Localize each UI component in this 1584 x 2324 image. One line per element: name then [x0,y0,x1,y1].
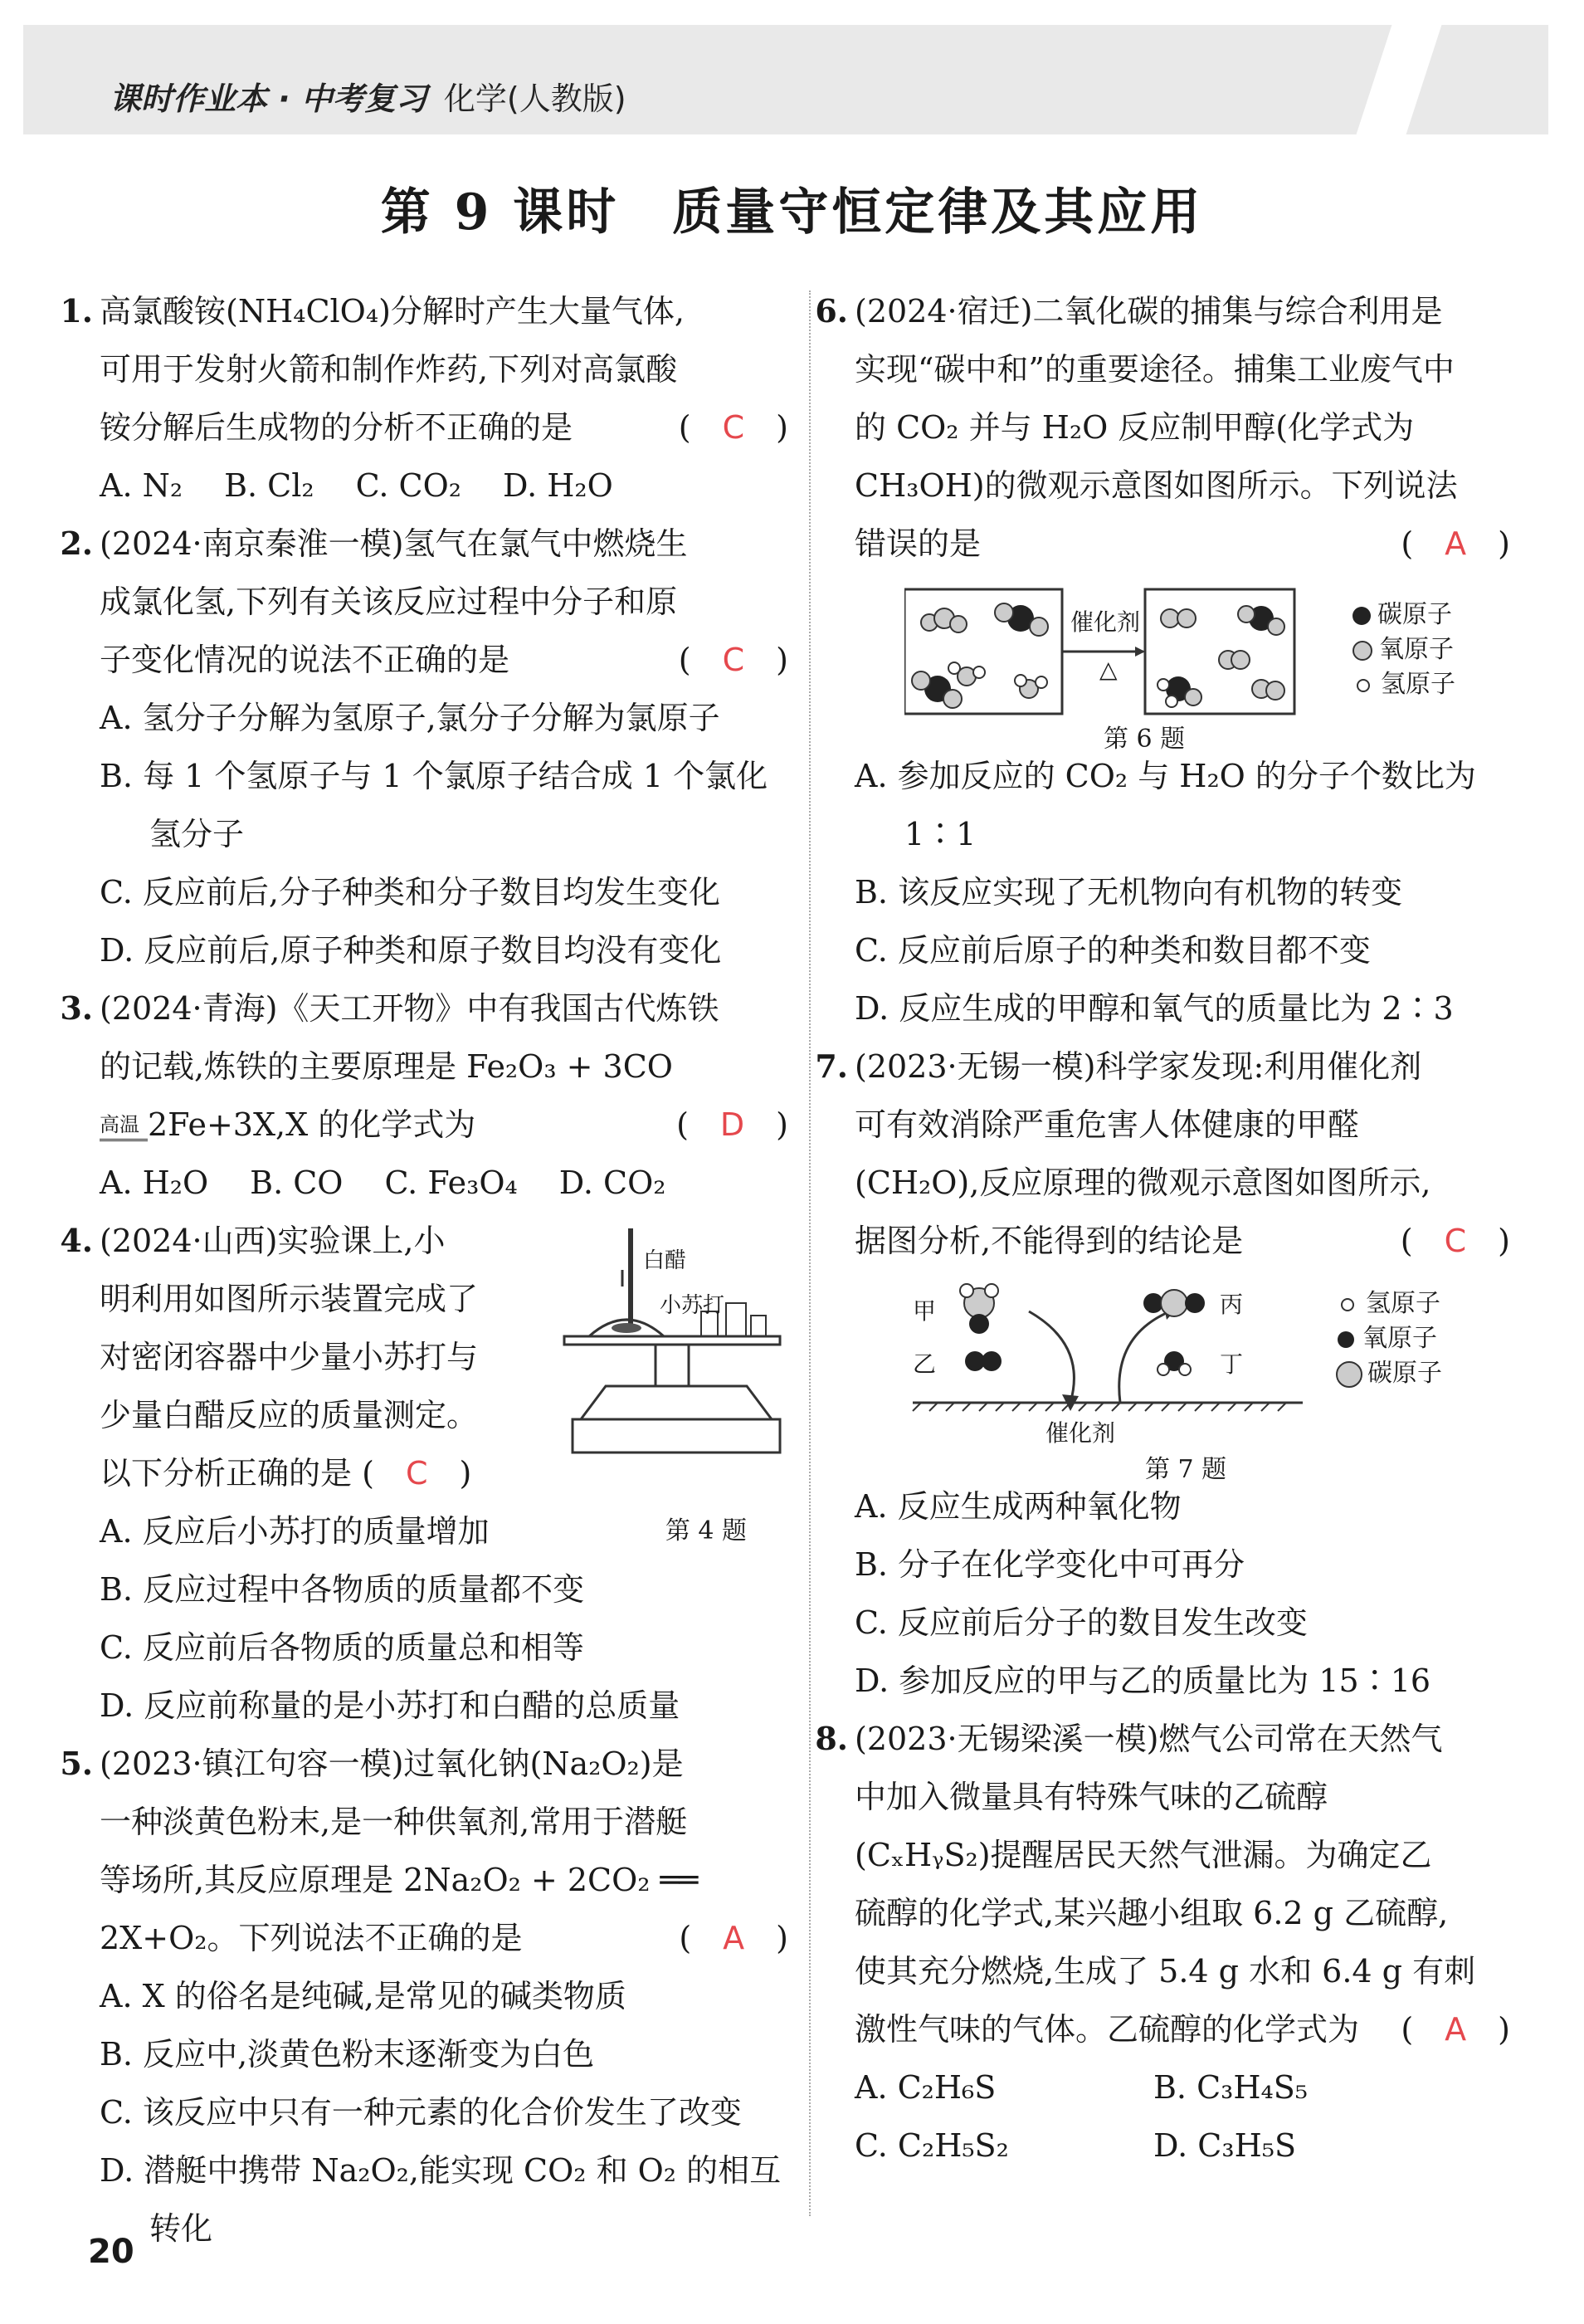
q5-number: 5. [60,1745,93,1782]
q7-text-1: (2023·无锡一模)科学家发现:利用催化剂 [855,1048,1422,1085]
q8-options-row-2 [855,2116,1510,2175]
q5-option-c: C. 该反应中只有一种元素的化合价发生了改变 [100,2094,742,2131]
question-4 [60,1212,788,1502]
label-jia: 甲 [913,1297,937,1325]
q6-legend-oxygen [1352,632,1455,667]
q4-text-1: (2024·山西)实验课上,小 [100,1223,446,1259]
q5-option-a: A. X 的俗名是纯碱,是常见的碱类物质 [100,1978,626,2014]
page-number: 20 [88,2233,134,2271]
q3-answer: D [719,1106,745,1143]
q7-legend-hydrogen [1336,1286,1442,1321]
label-vinegar: 白醋 [643,1248,687,1273]
label-yi: 乙 [913,1350,937,1378]
q8-text-1: (2023·无锡梁溪一模)燃气公司常在天然气 [855,1721,1443,1757]
q7-legend-oxygen [1336,1321,1442,1356]
q4-number: 4. [60,1222,93,1259]
q7-line-2: 可有效消除严重危害人体健康的甲醛 [855,1106,1360,1143]
q8-option-c: C. C₂H₅S₂ [855,2127,1009,2164]
q6-line-3: 的 CO₂ 并与 H₂O 反应制甲醇(化学式为 [855,409,1415,446]
q1-number: 1. [60,292,93,330]
q7-legend-oxygen-label: 氧原子 [1362,1324,1437,1353]
q6-option-b: B. 该反应实现了无机物向有机物的转变 [855,874,1403,911]
q1-option-c: C. CO₂ [355,467,461,504]
q1-option-a: A. N₂ [100,467,183,504]
q7-line-3: (CH₂O),反应原理的微观示意图如图所示, [855,1164,1431,1201]
q7-line-1 [815,1038,1510,1096]
oxygen-atom-icon [1352,641,1372,661]
q7-legend [1336,1286,1442,1391]
q6-catalyst-label: 催化剂 [1070,608,1141,636]
q8-options-row-1 [855,2058,1510,2116]
book-title: 课时作业本 · 中考复习 [110,81,427,117]
q1-options [100,456,788,515]
q4-line-2: 明利用如图所示装置完成了 [100,1281,479,1317]
q5-line-1 [60,1735,788,1793]
carbon-atom-icon [1352,607,1371,625]
q5-line-4 [100,1909,788,1967]
q8-line-4: 硫醇的化学式,某兴趣小组取 6.2 g 乙硫醇, [855,1895,1449,1931]
q2-number: 2. [60,525,93,562]
q3-text-3: 2Fe+3X,X 的化学式为 [148,1106,476,1143]
q1-text-1: 高氯酸铵(NH₄ClO₄)分解时产生大量气体, [100,293,685,330]
q4-option-b: B. 反应过程中各物质的质量都不变 [100,1571,585,1608]
q7-option-b: B. 分子在化学变化中可再分 [855,1546,1245,1583]
q7-option-a: A. 反应生成两种氧化物 [855,1488,1182,1525]
q8-answer-box: ( A ) [1401,2011,1510,2048]
q3-option-d: D. CO₂ [558,1164,666,1201]
q6-answer: A [1445,525,1467,562]
right-column [815,282,1510,2175]
q2-line-1 [60,515,788,573]
q7-figure [855,1270,1510,1484]
q3-line-1 [60,979,788,1038]
q5-option-b: B. 反应中,淡黄色粉末逐渐变为白色 [100,2036,595,2073]
q7-text-4: 据图分析,不能得到的结论是 [855,1223,1244,1259]
q7-legend-carbon [1336,1356,1442,1391]
header-text [110,73,626,119]
left-column [60,282,788,2258]
q8-line-1 [815,1710,1510,1768]
q1-line-1 [60,282,788,340]
q4-line-1 [60,1212,514,1270]
q3-line-3 [100,1096,788,1154]
q2-answer-box: ( C ) [678,642,788,678]
lesson-title: 第 9 课时 质量守恒定律及其应用 [380,183,1204,242]
q6-line-4: CH₃OH)的微观示意图如图所示。下列说法 [855,467,1458,504]
question-2 [60,515,788,979]
q4-line-3: 对密闭容器中少量小苏打与 [100,1339,479,1375]
q5-answer: A [723,1920,745,1956]
q7-legend-hydrogen-label: 氢原子 [1366,1289,1440,1318]
q7-legend-carbon-label: 碳原子 [1367,1359,1442,1388]
q3-arrow [100,1114,148,1141]
q5-text-1: (2023·镇江句容一模)过氧化钠(Na₂O₂)是 [100,1745,684,1782]
hydrogen-atom-icon [1341,1298,1354,1311]
q6-line-5 [855,515,1510,573]
q2-text-1: (2024·南京秦淮一模)氢气在氯气中燃烧生 [100,525,688,562]
question-6 [815,282,1510,1038]
page-header [23,25,1548,134]
q6-text-1: (2024·宿迁)二氧化碳的捕集与综合利用是 [855,293,1443,330]
q6-number: 6. [815,292,848,330]
q1-option-b: B. Cl₂ [224,467,314,504]
q6-legend-carbon [1352,598,1455,632]
q4-line-4: 少量白醋反应的质量测定。 [100,1397,479,1433]
q7-answer: C [1444,1223,1467,1259]
q4-option-a: A. 反应后小苏打的质量增加 [100,1513,490,1550]
q6-option-a: A. 参加反应的 CO₂ 与 H₂O 的分子个数比为 1∶1 [855,758,1476,852]
q7-catalyst-label: 催化剂 [1045,1419,1116,1447]
q4-caption: 第 4 题 [665,1516,747,1545]
q4-line-5 [100,1444,514,1502]
q5-line-2: 一种淡黄色粉末,是一种供氧剂,常用于潜艇 [100,1804,688,1840]
q8-line-6 [855,2000,1510,2058]
q8-line-3: (CₓHᵧS₂)提醒居民天然气泄漏。为确定乙 [855,1837,1432,1873]
q4-text [60,1212,514,1502]
q6-line-2: 实现“碳中和”的重要途径。捕集工业废气中 [855,351,1455,388]
q3-option-b: B. CO [250,1164,344,1201]
q8-answer: A [1445,2011,1467,2048]
question-7 [815,1038,1510,1710]
q5-text-4: 2X+O₂。下列说法不正确的是 [100,1920,523,1956]
q1-answer: C [722,409,745,446]
q3-number: 3. [60,989,93,1027]
q7-number: 7. [815,1047,848,1085]
q1-text-3: 铵分解后生成物的分析不正确的是 [100,409,573,446]
q1-answer-box: ( C ) [678,409,788,446]
q6-heat-symbol: △ [1099,656,1118,683]
q6-caption: 第 6 题 [1104,725,1186,754]
q3-line-2: 的记载,炼铁的主要原理是 Fe₂O₃ + 3CO [100,1048,673,1085]
q2-option-a: A. 氢分子分解为氢原子,氯分子分解为氯原子 [100,700,720,736]
q6-legend-oxygen-label: 氧原子 [1379,635,1454,664]
question-8 [815,1710,1510,2175]
label-ding: 丁 [1220,1350,1244,1378]
q8-option-b: B. C₃H₄S₅ [1153,2069,1309,2106]
label-bing: 丙 [1220,1291,1244,1318]
q2-option-d: D. 反应前后,原子种类和原子数目均没有变化 [100,932,722,969]
q8-text-6: 激性气味的气体。乙硫醇的化学式为 [855,2011,1360,2048]
q4-option-d: D. 反应前称量的是小苏打和白醋的总质量 [100,1687,680,1724]
q3-options [100,1154,788,1212]
q1-line-2: 可用于发射火箭和制作炸药,下列对高氯酸 [100,351,678,388]
q7-option-d: D. 参加反应的甲与乙的质量比为 15∶16 [855,1662,1431,1699]
q6-line-1 [815,282,1510,340]
q1-line-3 [100,398,788,456]
header-stripe [1357,25,1442,134]
q7-option-c: C. 反应前后分子的数目发生改变 [855,1604,1308,1641]
q3-option-a: A. H₂O [100,1164,209,1201]
q8-number: 8. [815,1720,848,1757]
q3-option-c: C. Fe₃O₄ [384,1164,518,1201]
q6-legend-hydrogen [1352,667,1455,702]
q2-answer: C [722,642,745,678]
carbon-atom-icon [1336,1361,1362,1388]
q6-legend [1352,598,1455,702]
q1-option-d: D. H₂O [502,467,613,504]
q6-legend-carbon-label: 碳原子 [1377,600,1452,629]
q4-figure [556,1220,797,1502]
q6-legend-hydrogen-label: 氢原子 [1381,670,1455,699]
q7-caption: 第 7 题 [1145,1455,1227,1484]
column-divider [809,290,811,2216]
q3-equation [100,1096,475,1154]
q3-text-1: (2024·青海)《天工开物》中有我国古代炼铁 [100,990,719,1027]
q6-option-c: C. 反应前后原子的种类和数目都不变 [855,932,1371,969]
q7-line-4 [855,1212,1510,1270]
q2-option-c: C. 反应前后,分子种类和分子数目均发生变化 [100,874,720,911]
label-baking-soda: 小苏打 [660,1293,725,1318]
q8-option-a: A. C₂H₆S [855,2069,997,2106]
q4-option-c: C. 反应前后各物质的质量总和相等 [100,1629,584,1666]
q6-option-d: D. 反应生成的甲醇和氧气的质量比为 2∶3 [855,990,1454,1027]
q5-line-3: 等场所,其反应原理是 2Na₂O₂ + 2CO₂ ══ [100,1862,699,1898]
q5-option-d: D. 潜艇中携带 Na₂O₂,能实现 CO₂ 和 O₂ 的相互转化 [100,2152,782,2247]
q6-figure [855,573,1510,754]
oxygen-atom-icon [1338,1331,1354,1348]
q5-answer-box: ( A ) [679,1920,788,1956]
q8-line-2: 中加入微量具有特殊气味的乙硫醇 [855,1779,1328,1815]
q4-text-5: 以下分析正确的是 [100,1455,353,1492]
q7-answer-box: ( C ) [1400,1223,1510,1259]
q8-option-d: D. C₃H₅S [1153,2127,1296,2164]
q2-text-3: 子变化情况的说法不正确的是 [100,642,510,678]
q2-line-3 [100,631,788,689]
q6-answer-box: ( A ) [1401,525,1510,562]
q6-text-5: 错误的是 [855,525,982,562]
q3-answer-box: ( D ) [676,1106,788,1143]
q4-answer-box: ( C ) [362,1455,472,1492]
question-3 [60,979,788,1212]
q4-option-a-row [100,1502,747,1560]
q3-condition: 高温 [100,1113,139,1136]
q4-answer: C [405,1455,428,1492]
q2-line-2: 成氯化氢,下列有关该反应过程中分子和原 [100,583,678,620]
q8-line-5: 使其充分燃烧,生成了 5.4 g 水和 6.4 g 有刺 [855,1953,1476,1990]
hydrogen-atom-icon [1357,679,1370,692]
q2-option-b: B. 每 1 个氢原子与 1 个氯原子结合成 1 个氯化氢分子 [100,758,768,852]
subject-label: 化学(人教版) [443,81,626,117]
question-1 [60,282,788,515]
question-5 [60,1735,788,2258]
